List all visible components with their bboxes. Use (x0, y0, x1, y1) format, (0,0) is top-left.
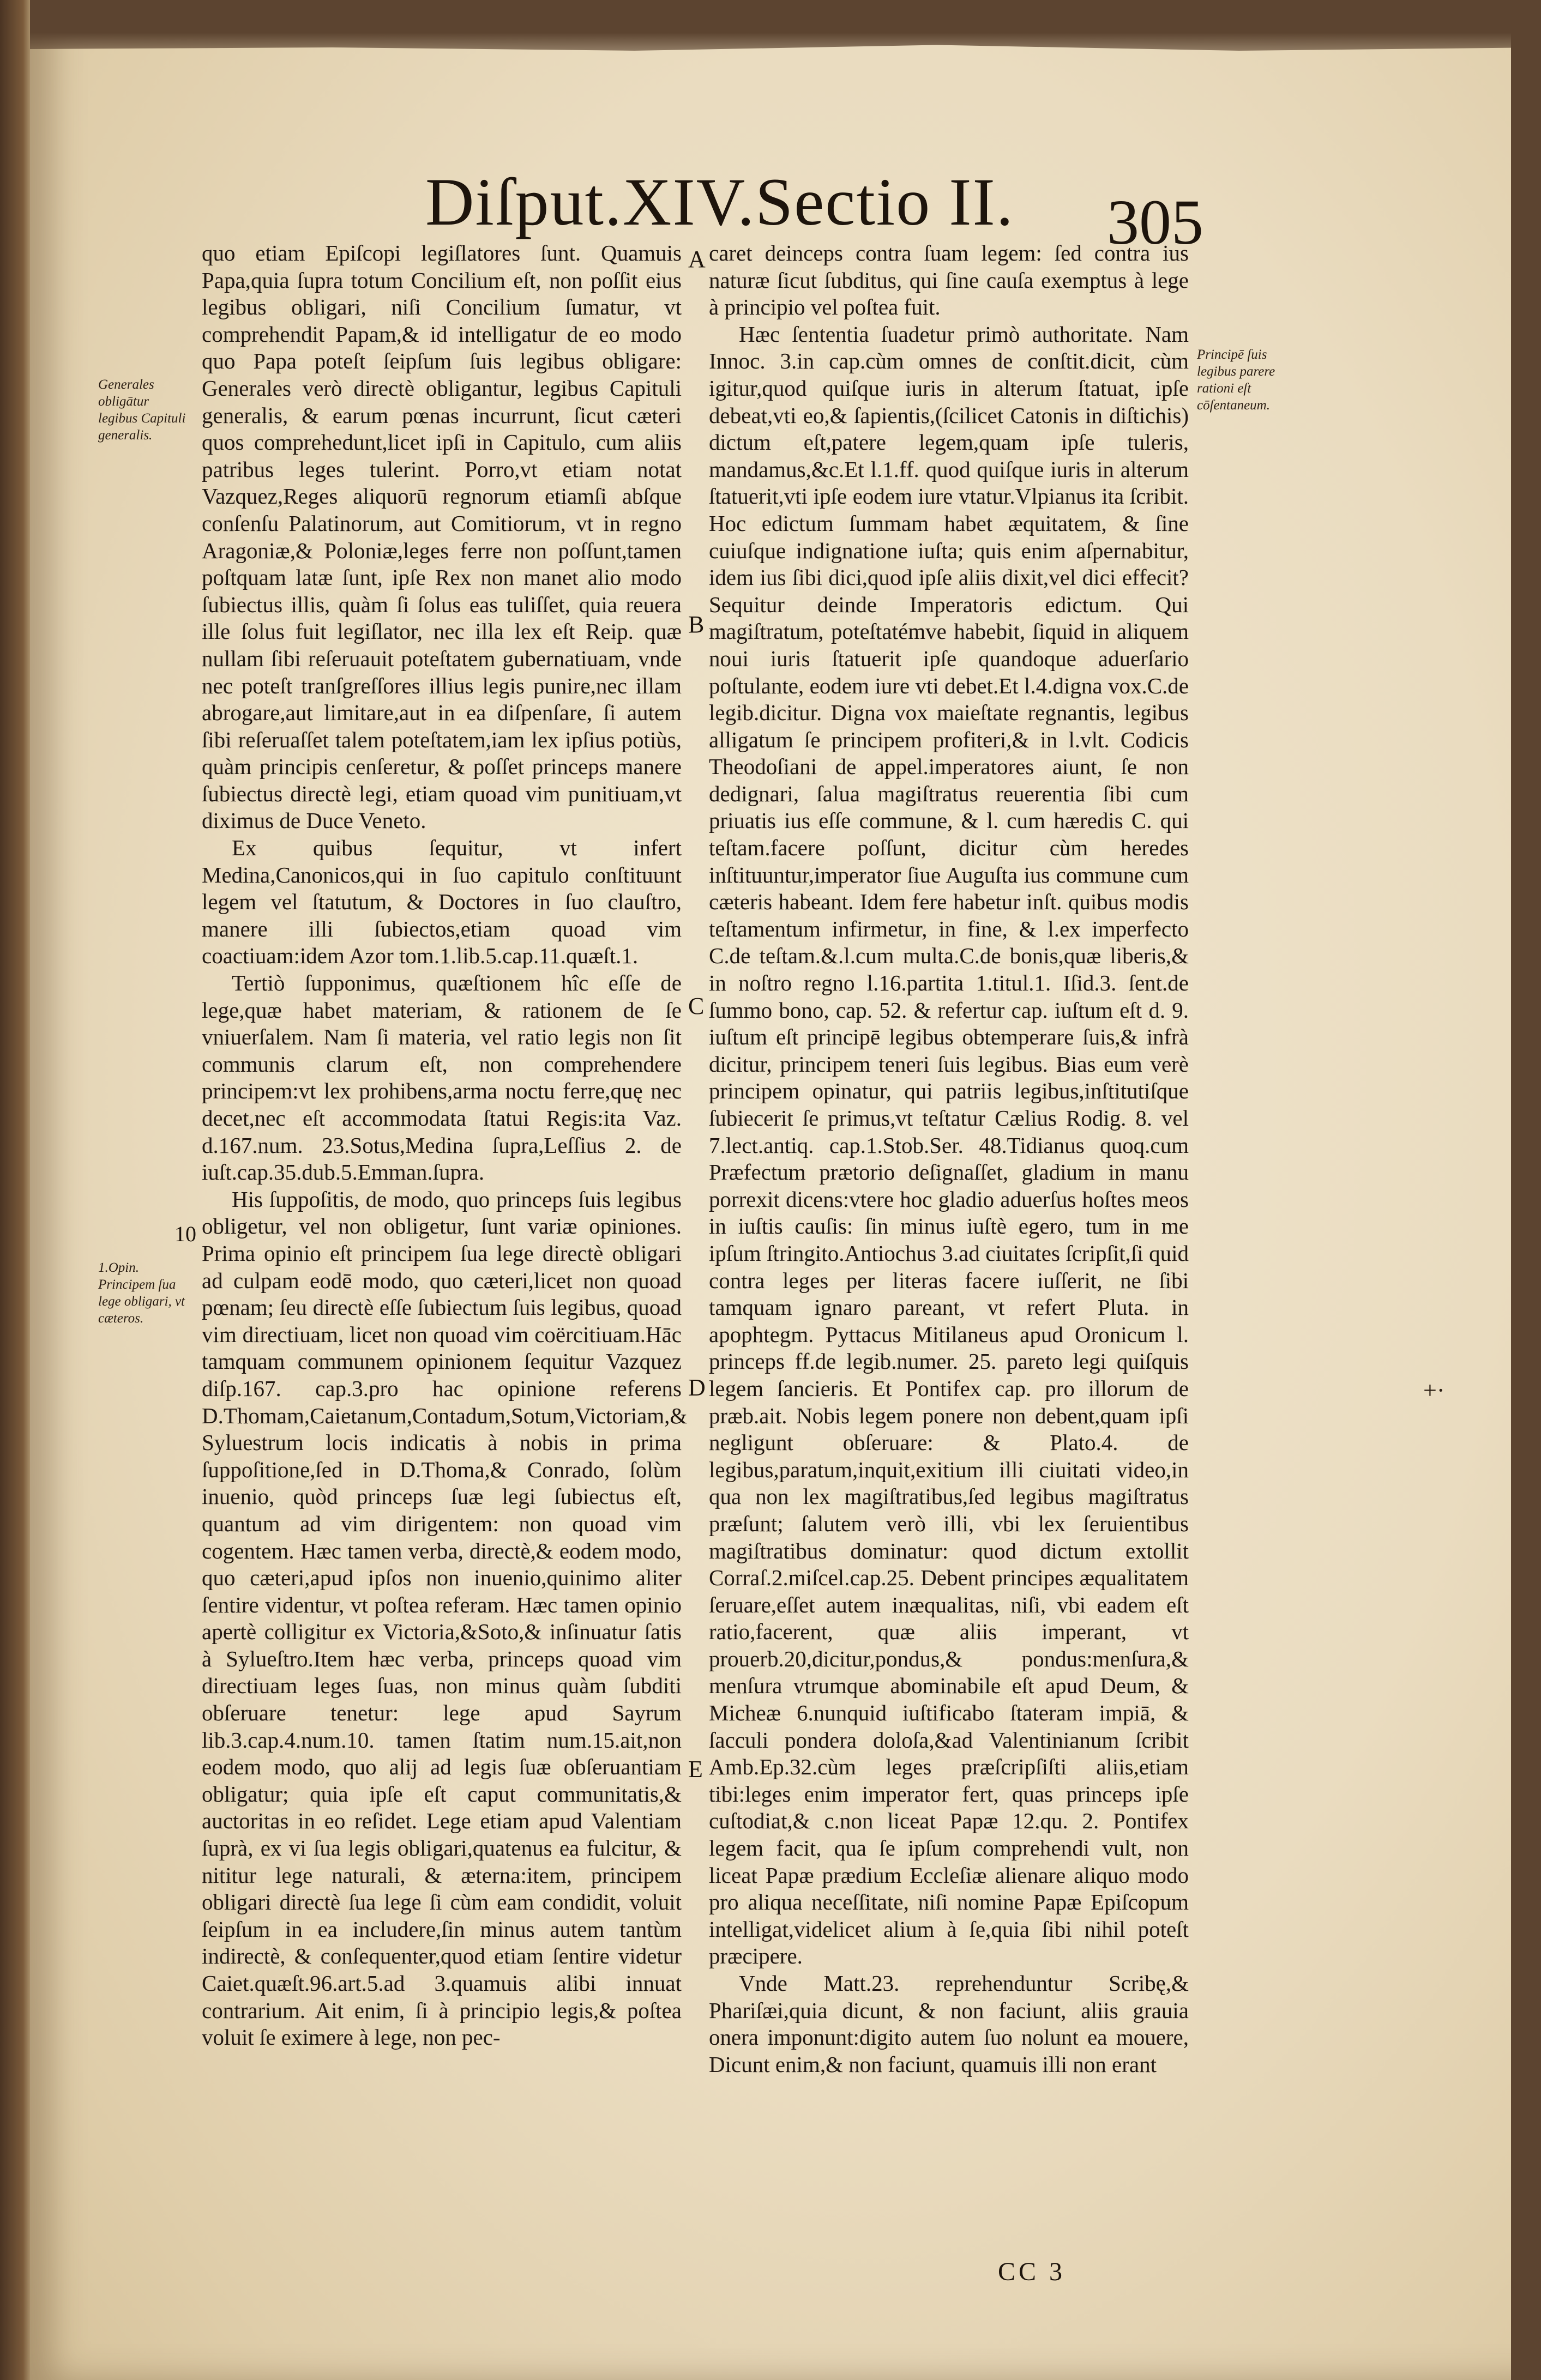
page-number: 305 (1107, 186, 1203, 258)
left-paragraph-4: His ſuppoſitis, de modo, quo princeps ſuis legibus obligetur, vel non obligetur, ſunt variæ opiniones. Prima opinio eſt principem ſua lege directè obligari ad culpam eodē modo, quo cæteri,licet non quoad pœnam; ſeu directè eſſe ſubiectum ſuis legibus, quoad vim directiuam, licet non quoad vim coërcitiuam.Hāc tamquam communem opinionem ſequitur Vazquez diſp.167. cap.3.pro hac opinione referens D.Thomam,Caietanum,Contadum,Sotum,Victoriam,& Syluestrum locis indicatis à nobis in prima ſuppoſitione,ſed in D.Thoma,& Conrado, ſolùm inuenio, quòd princeps ſuæ legi ſubiectus eſt, quantum ad vim dirigentem: non quoad vim cogentem. Hæc tamen verba, directè,& eodem modo, quo cæteri,apud ipſos non inuenio,quinimo aliter ſentire videntur, vt poſtea referam. Hæc tamen opinio apertè colligitur ex Victoria,&Soto,& inſinuatur ſatis à Sylueſtro.Item hæc verba, princeps quoad vim directiuam leges ſuas, non minus quàm ſubditi obſeruare tenetur: lege apud Sayrum lib.3.cap.4.num.10. tamen ſtatim num.15.ait,non eodem modo, quo alij ad legis ſuæ obſeruantiam obligatur; quia ipſe eſt caput communitatis,& auctoritas in eo reſidet. Lege etiam apud Valentiam ſuprà, ex vi ſua legis obligari,quatenus ea fulcitur, & nititur lege naturali, & æterna:item, principem obligari directè ſua lege ſi cùm eam condidit, voluit ſeipſum in ea includere,ſin minus autem tantùm indirectè, & conſequenter,quod etiam ſentire videtur Caiet.quæſt.96.art.5.ad 3.quamuis alibi innuat contrarium. Ait enim, ſi à principio legis,& poſtea voluit ſe eximere à lege, non pec- (202, 1186, 688, 2050)
margin-note-principe: Principē ſuis legibus parere rationi eſt cōſentaneum. (1197, 347, 1275, 413)
book-binding (0, 0, 33, 2380)
catchword: CC 3 (998, 2257, 1066, 2286)
right-column (709, 240, 1189, 2078)
right-paragraph-2: Hæc ſententia ſuadetur primò authoritate. Nam Innoc. 3.in cap.cùm omnes de conſtit.dicit, cùm igitur,quod quiſque iuris in alterum ſtatuat, ipſe debeat,vti eo,& ſapientis,(ſcilicet Catonis in diſtichis) dictum eſt,patere legem,quam ipſe tuleris, mandamus,&c.Et l.1.ff. quod quiſque iuris in alterum ſtatuerit,vti ipſe eodem iure vtatur.Vlpianus ita ſcribit. Hoc edictum ſummam habet æquitatem, & ſine cuiuſque indignatione iuſta; quis enim aſpernabitur, idem ius ſibi dici,quod ipſe aliis dixit,vel dici effecit? Sequitur deinde Imperatoris edictum. Qui magiſtratum, poteſtatémve habebit, ſiquid in aliquem noui iuris ſtatuerit ipſe quandoque aduerſario poſtulante, eodem iure vti debet.Et l.4.digna vox.C.de legib.dicitur. Digna vox maieſtate regnantis, legibus alligatum ſe principem profiteri,& in l.vlt. Codicis Theodoſiani de appel.imperatores aiunt, ſe non dedignari, ſalua magiſtratus reuerentia ſibi cum priuatis ius eſſe commune, & l. cum hæredis C. qui teſtam.facere poſſunt, dicitur cùm heredes inſtituuntur,imperator ſiue Auguſta ius commune cum cæteris habeant. Idem fere habetur inſt. quibus modis teſtamentum infirmetur, in fine, & l.ex imperfecto C.de teſtam.&.l.cum multa.C.de bonis,quæ liberis,& in noſtro regno l.16.partita 1.titul.1. Iſid.3. ſent.de ſummo bono, cap. 52. & refertur cap. iuſtum eſt d. 9. iuſtum eſt principē legibus obtemperare ſuis,& infrà dicitur, principem teneri ſuis legibus. Bias eum verè principem opinatur, qui patriis legibus,inſtitutiſque ſubiecerit ſe primus,vt teſtatur Cælius Rodig. 8. vel 7.lect.antiq. cap.1.Stob.Ser. 48.Tidianus quoq.cum Præfectum prætorio deſignaſſet, gladium in manu porrexit dicens:vtere hoc gladio aduerſus hoſtes meos in iuſtis cauſis: ſin minus iuſtè egero, tum in me ipſum ſtringito.Antiochus 3.ad ciuitates ſcripſit,ſi quid contra leges per literas facere iuſſerit, ne ſibi tamquam ignaro pareant, vt refert Pluta. in apophtegm. Pyttacus Mitilaneus apud Oronicum l. princeps ff.de legib.numer. 25. pareto legi quiſquis legem ſancieris. Et Pontifex cap. pro illorum de præb.ait. Nobis legem ponere non debent,quam ipſi negligunt obſeruare: & Plato.4. de legibus,paratum,inquit,exitium illi ciuitati video,in qua non lex magiſtratibus,ſed legibus magiſtratus præſunt; ſalutem verò illi, vbi lex ſeruientibus magiſtratibus dominatur: quod dictum extollit Corraſ.2.miſcel.cap.25. Debent principes æqualitatem ſeruare,eſſet autem inæqualitas, niſi, vbi eadem eſt ratio,facerent, quæ aliis imperant, vt prouerb.20,dicitur,pondus,& pondus:menſura,& menſura vtrumque abominabile eſt apud Deum, & Micheæ 6.nunquid iuſtificabo ſtateram impiā, & ſacculi pondera doloſa,&ad Valentinianum ſcribit Amb.Ep.32.cùm leges præſcripſiſti aliis,etiam tibi:leges enim imperator fert, quas princeps ipſe cuſtodiat,& c.non liceat Papæ 12.qu. 2. Pontifex legem facit, qua ſe ipſum comprehendi vult, non liceat Papæ prædium Eccleſiæ alienare aliquo modo pro aliqua neceſſitate, niſi nomine Papæ Epiſcopum intelligat,videlicet alium à ſe,quia ſibi nihil poteſt præcipere. (709, 321, 1189, 1969)
margin-note-opinio: 1.Opin. Principem ſua lege obligari, vt cæteros. (98, 1260, 185, 1326)
right-paragraph-1: caret deinceps contra ſuam legem: ſed contra ius naturæ ſicut ſubditus, qui ſine cauſa exemptus à lege à principio vel poſtea fuit. (709, 240, 1189, 320)
running-head: Diſput.XIV.Sectio II. (425, 165, 1014, 239)
section-letter-c: C (688, 993, 705, 1019)
right-paragraph-3: Vnde Matt.23. reprehenduntur Scribę,& Phariſæi,quia dicunt, & non faciunt, aliis grauia onera imponunt:digito autem ſuo nolunt ea mouere, Dicunt enim,& non faciunt, quamuis illi non erant (709, 1971, 1189, 2077)
section-letter-a: A (688, 246, 706, 273)
line-number: 10 (174, 1222, 196, 1246)
section-letter-e: E (688, 1756, 703, 1783)
left-paragraph-2: Ex quibus ſequitur, vt infert Medina,Canonicos,qui in ſuo capitulo conſtituunt legem vel ſtatutum, & Doctores in ſuo clauſtro, manere illi ſubiectos,etiam quoad vim coactiuam:idem Azor tom.1.lib.5.cap.11.quæſt.1. (202, 835, 682, 969)
page-right-edge (1511, 0, 1541, 2380)
left-paragraph-3: Tertiò ſupponimus, quæſtionem hîc eſſe de lege,quæ habet materiam, & rationem de ſe vniuerſalem. Nam ſi materia, vel ratio legis non ſit communis clarum eſt, non comprehendere principem:vt lex prohibens,arma noctu ferre,quę nec decet,nec eſt accommodata ſtatui Regis:ita Vaz. d.167.num. 23.Sotus,Medina ſupra,Leſſius 2. de iuſt.cap.35.dub.5.Emman.ſupra. (202, 970, 682, 1185)
left-paragraph-1: quo etiam Epiſcopi legiſlatores ſunt. Quamuis Papa,quia ſupra totum Concilium eſt, non poſſit eius legibus obligari, niſi Concilium ſumatur, vt comprehendit Papam,& id intelligatur de eo modo quo Papa poteſt ſeipſum ſuis legibus obligare: Generales verò directè obligantur, legibus Capituli generalis, & earum pœnas incurrunt, ſicut cæteri quos comprehedunt,licet ipſi in Capitulo, cum aliis patribus leges tulerint. Porro,vt etiam notat Vazquez,Reges aliquorū regnorum etiamſi abſque conſenſu Palatinorum, aut Comitiorum, vt in regno Aragoniæ,& Poloniæ,leges ferre non poſſunt,tamen poſtquam latæ ſunt, ipſe Rex non manet alio modo ſubiectus illis, quàm ſi ſolus eas tuliſſet, quia reuera ille ſolus fuit legiſlator, nec illa lex eſt Reip. quæ nullam ſibi reſeruauit poteſtatem gubernatiuam, vnde nec poteſt tranſgreſſores illius legis punire,nec illam abrogare,aut limitare,aut in ea diſpenſare, ſi autem ſibi reſeruaſſet talem poteſtatem,iam lex ipſius potiùs, quàm principis cenſeretur, & poſſet princeps manere ſubiectus directè legi, etiam quoad vim punitiuam,vt diximus de Duce Veneto. (202, 240, 682, 833)
margin-note-generales: Generales obligātur legibus Capituli generalis. (98, 377, 186, 443)
section-letter-d: D (688, 1374, 706, 1401)
stray-mark: +· (1423, 1377, 1445, 1404)
section-letter-b: B (688, 611, 705, 638)
left-column (202, 240, 688, 2051)
